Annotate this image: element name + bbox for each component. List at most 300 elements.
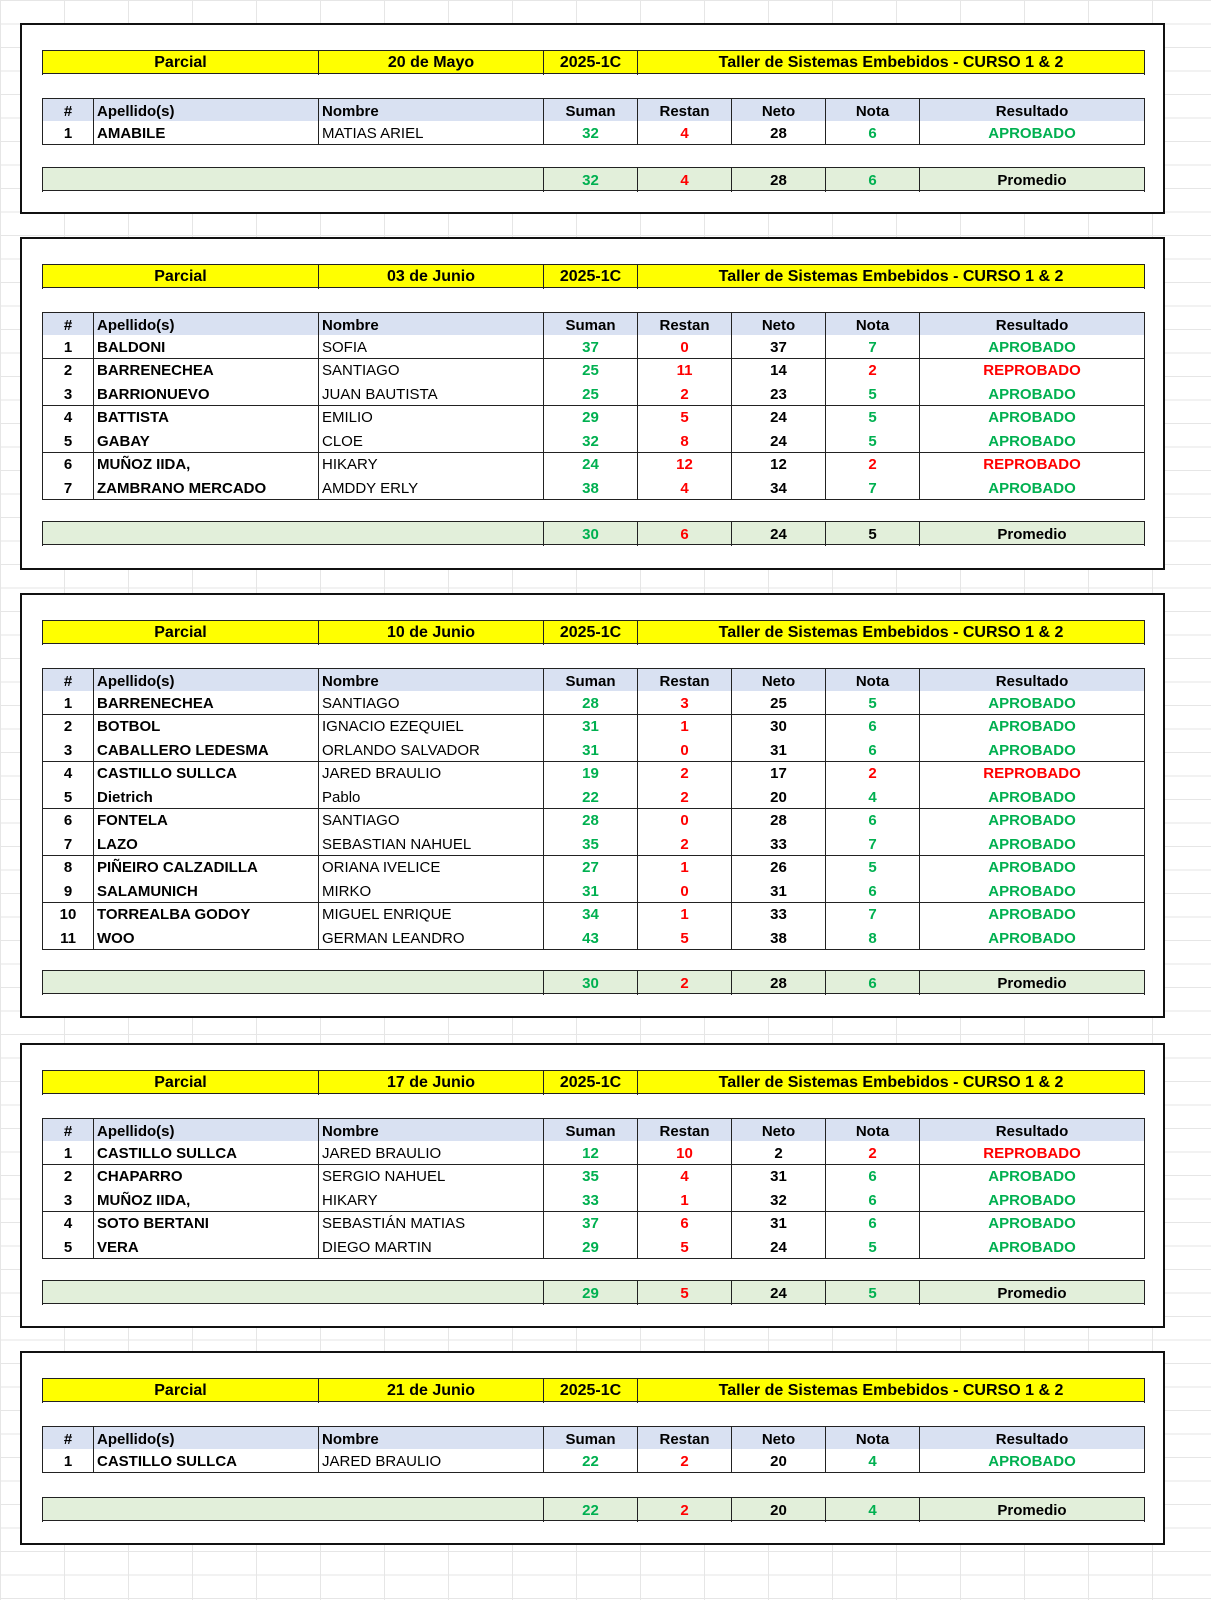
exam-type-label: Parcial [42,265,319,289]
student-nombre: SEBASTIÁN MATIAS [319,1212,544,1236]
restan-value: 1 [638,856,732,880]
table-row [42,335,1145,359]
suman-value: 22 [544,1449,638,1473]
table-row [42,879,1145,903]
resultado-value: APROBADO [920,738,1145,762]
exam-date: 03 de Junio [319,265,544,289]
column-header-restan: Restan [638,99,732,123]
row-number: 5 [42,1235,94,1259]
student-apellido: GABAY [94,429,319,453]
student-apellido: AMABILE [94,121,319,145]
column-header-apellido: Apellido(s) [94,1119,319,1143]
table-row [42,832,1145,856]
column-header-nota: Nota [826,1119,920,1143]
row-number: 6 [42,453,94,477]
student-nombre: DIEGO MARTIN [319,1235,544,1259]
student-nombre: SEBASTIAN NAHUEL [319,832,544,856]
resultado-value: REPROBADO [920,359,1145,383]
average-blank-cell [42,1281,544,1305]
restan-value: 1 [638,715,732,739]
student-nombre: JARED BRAULIO [319,1449,544,1473]
average-suman: 30 [544,522,638,546]
restan-value: 1 [638,1188,732,1212]
column-header-restan: Restan [638,1119,732,1143]
resultado-value: APROBADO [920,691,1145,715]
student-apellido: BATTISTA [94,406,319,430]
restan-value: 8 [638,429,732,453]
column-header-nombre: Nombre [319,99,544,123]
student-nombre: SERGIO NAHUEL [319,1165,544,1189]
student-apellido: MUÑOZ IIDA, [94,1188,319,1212]
suman-value: 35 [544,1165,638,1189]
nota-value: 4 [826,1449,920,1473]
restan-value: 3 [638,691,732,715]
average-nota: 6 [826,971,920,995]
exam-date: 20 de Mayo [319,51,544,75]
student-apellido: WOO [94,926,319,950]
column-header-nombre: Nombre [319,669,544,693]
neto-value: 24 [732,429,826,453]
column-header-resultado: Resultado [920,99,1145,123]
table-row [42,809,1145,833]
neto-value: 17 [732,762,826,786]
restan-value: 12 [638,453,732,477]
neto-value: 31 [732,738,826,762]
neto-value: 20 [732,1449,826,1473]
exam-type-label: Parcial [42,1379,319,1403]
nota-value: 6 [826,1165,920,1189]
nota-value: 6 [826,715,920,739]
student-apellido: ZAMBRANO MERCADO [94,476,319,500]
student-apellido: TORREALBA GODOY [94,903,319,927]
average-suman: 30 [544,971,638,995]
column-header-neto: Neto [732,99,826,123]
row-number: 9 [42,879,94,903]
row-number: 1 [42,1141,94,1165]
exam-type-label: Parcial [42,621,319,645]
row-number: 11 [42,926,94,950]
student-apellido: FONTELA [94,809,319,833]
student-nombre: HIKARY [319,453,544,477]
column-header-num: # [42,669,94,693]
row-number: 7 [42,476,94,500]
table-row [42,785,1145,809]
restan-value: 11 [638,359,732,383]
table-header-row [42,98,1145,122]
column-header-neto: Neto [732,313,826,337]
nota-value: 7 [826,335,920,359]
column-header-apellido: Apellido(s) [94,1427,319,1451]
student-nombre: AMDDY ERLY [319,476,544,500]
column-header-suman: Suman [544,1119,638,1143]
average-label: Promedio [920,971,1145,995]
table-row [42,691,1145,715]
suman-value: 19 [544,762,638,786]
row-number: 4 [42,762,94,786]
student-apellido: CASTILLO SULLCA [94,1141,319,1165]
average-blank-cell [42,522,544,546]
table-row [42,1188,1145,1212]
row-number: 1 [42,335,94,359]
row-number: 8 [42,856,94,880]
nota-value: 4 [826,785,920,809]
student-nombre: MATIAS ARIEL [319,121,544,145]
row-number: 3 [42,382,94,406]
student-nombre: JUAN BAUTISTA [319,382,544,406]
average-restan: 5 [638,1281,732,1305]
exam-type-label: Parcial [42,51,319,75]
column-header-resultado: Resultado [920,1427,1145,1451]
student-nombre: EMILIO [319,406,544,430]
table-header-row [42,1118,1145,1142]
exam-block [20,593,1165,1018]
restan-value: 5 [638,406,732,430]
term-label: 2025-1C [544,621,638,645]
restan-value: 0 [638,738,732,762]
neto-value: 38 [732,926,826,950]
suman-value: 31 [544,738,638,762]
column-header-num: # [42,313,94,337]
nota-value: 6 [826,121,920,145]
row-number: 1 [42,121,94,145]
nota-value: 5 [826,406,920,430]
column-header-neto: Neto [732,1119,826,1143]
student-apellido: LAZO [94,832,319,856]
suman-value: 29 [544,406,638,430]
column-header-restan: Restan [638,313,732,337]
student-apellido: PIÑEIRO CALZADILLA [94,856,319,880]
suman-value: 43 [544,926,638,950]
table-row [42,738,1145,762]
nota-value: 6 [826,1188,920,1212]
student-nombre: SANTIAGO [319,359,544,383]
suman-value: 31 [544,715,638,739]
row-number: 3 [42,738,94,762]
term-label: 2025-1C [544,1071,638,1095]
row-number: 5 [42,785,94,809]
row-number: 10 [42,903,94,927]
resultado-value: APROBADO [920,809,1145,833]
average-row [42,521,1145,545]
table-row [42,1141,1145,1165]
resultado-value: APROBADO [920,335,1145,359]
table-row [42,762,1145,786]
restan-value: 2 [638,382,732,406]
table-row [42,1235,1145,1259]
row-number: 3 [42,1188,94,1212]
average-restan: 6 [638,522,732,546]
suman-value: 35 [544,832,638,856]
student-apellido: CABALLERO LEDESMA [94,738,319,762]
table-row [42,382,1145,406]
suman-value: 38 [544,476,638,500]
average-row [42,970,1145,994]
resultado-value: REPROBADO [920,1141,1145,1165]
column-header-suman: Suman [544,1427,638,1451]
exam-type-label: Parcial [42,1071,319,1095]
suman-value: 34 [544,903,638,927]
student-apellido: MUÑOZ IIDA, [94,453,319,477]
exam-date: 21 de Junio [319,1379,544,1403]
average-restan: 4 [638,168,732,192]
column-header-nota: Nota [826,1427,920,1451]
course-title: Taller de Sistemas Embebidos - CURSO 1 & 2 [638,265,1145,289]
neto-value: 28 [732,809,826,833]
average-restan: 2 [638,971,732,995]
suman-value: 25 [544,359,638,383]
neto-value: 31 [732,879,826,903]
nota-value: 7 [826,476,920,500]
row-number: 1 [42,1449,94,1473]
average-row [42,167,1145,191]
restan-value: 0 [638,335,732,359]
table-row [42,453,1145,477]
resultado-value: APROBADO [920,785,1145,809]
student-nombre: Pablo [319,785,544,809]
neto-value: 31 [732,1212,826,1236]
neto-value: 26 [732,856,826,880]
student-nombre: MIGUEL ENRIQUE [319,903,544,927]
student-nombre: GERMAN LEANDRO [319,926,544,950]
suman-value: 32 [544,121,638,145]
term-label: 2025-1C [544,265,638,289]
column-header-resultado: Resultado [920,313,1145,337]
suman-value: 24 [544,453,638,477]
resultado-value: APROBADO [920,926,1145,950]
suman-value: 37 [544,335,638,359]
exam-block [20,237,1165,570]
column-header-nota: Nota [826,313,920,337]
student-nombre: JARED BRAULIO [319,1141,544,1165]
student-nombre: JARED BRAULIO [319,762,544,786]
exam-block [20,1043,1165,1328]
restan-value: 0 [638,809,732,833]
column-header-resultado: Resultado [920,1119,1145,1143]
table-header-row [42,312,1145,336]
column-header-nombre: Nombre [319,313,544,337]
neto-value: 34 [732,476,826,500]
nota-value: 8 [826,926,920,950]
row-number: 5 [42,429,94,453]
exam-date: 10 de Junio [319,621,544,645]
table-row [42,121,1145,145]
nota-value: 5 [826,856,920,880]
restan-value: 4 [638,476,732,500]
suman-value: 31 [544,879,638,903]
resultado-value: APROBADO [920,1212,1145,1236]
column-header-restan: Restan [638,1427,732,1451]
average-row [42,1280,1145,1304]
resultado-value: APROBADO [920,879,1145,903]
nota-value: 6 [826,1212,920,1236]
nota-value: 5 [826,382,920,406]
restan-value: 2 [638,832,732,856]
student-apellido: CASTILLO SULLCA [94,1449,319,1473]
exam-title-row [42,50,1145,74]
neto-value: 32 [732,1188,826,1212]
neto-value: 14 [732,359,826,383]
table-row [42,406,1145,430]
table-row [42,926,1145,950]
table-header-row [42,1426,1145,1450]
resultado-value: APROBADO [920,1188,1145,1212]
course-title: Taller de Sistemas Embebidos - CURSO 1 & 2 [638,1071,1145,1095]
column-header-resultado: Resultado [920,669,1145,693]
average-label: Promedio [920,522,1145,546]
row-number: 2 [42,359,94,383]
student-nombre: ORIANA IVELICE [319,856,544,880]
suman-value: 33 [544,1188,638,1212]
student-nombre: CLOE [319,429,544,453]
course-title: Taller de Sistemas Embebidos - CURSO 1 & 2 [638,621,1145,645]
average-row [42,1497,1145,1521]
suman-value: 25 [544,382,638,406]
student-nombre: MIRKO [319,879,544,903]
average-nota: 4 [826,1498,920,1522]
neto-value: 23 [732,382,826,406]
restan-value: 5 [638,926,732,950]
resultado-value: APROBADO [920,476,1145,500]
exam-block [20,23,1165,214]
student-apellido: BARRENECHEA [94,691,319,715]
exam-title-row [42,620,1145,644]
column-header-nombre: Nombre [319,1427,544,1451]
average-suman: 32 [544,168,638,192]
column-header-suman: Suman [544,99,638,123]
restan-value: 5 [638,1235,732,1259]
neto-value: 24 [732,406,826,430]
student-apellido: Dietrich [94,785,319,809]
resultado-value: APROBADO [920,1449,1145,1473]
student-nombre: ORLANDO SALVADOR [319,738,544,762]
column-header-nota: Nota [826,99,920,123]
exam-block [20,1351,1165,1545]
resultado-value: APROBADO [920,903,1145,927]
restan-value: 0 [638,879,732,903]
resultado-value: APROBADO [920,1165,1145,1189]
suman-value: 12 [544,1141,638,1165]
column-header-apellido: Apellido(s) [94,99,319,123]
row-number: 1 [42,691,94,715]
nota-value: 5 [826,691,920,715]
student-apellido: BALDONI [94,335,319,359]
column-header-apellido: Apellido(s) [94,313,319,337]
row-number: 2 [42,715,94,739]
table-row [42,1165,1145,1189]
average-restan: 2 [638,1498,732,1522]
neto-value: 20 [732,785,826,809]
average-suman: 29 [544,1281,638,1305]
nota-value: 5 [826,429,920,453]
nota-value: 2 [826,453,920,477]
nota-value: 6 [826,809,920,833]
resultado-value: APROBADO [920,382,1145,406]
suman-value: 28 [544,809,638,833]
resultado-value: REPROBADO [920,762,1145,786]
column-header-neto: Neto [732,1427,826,1451]
nota-value: 2 [826,1141,920,1165]
table-header-row [42,668,1145,692]
suman-value: 32 [544,429,638,453]
nota-value: 2 [826,359,920,383]
average-blank-cell [42,1498,544,1522]
neto-value: 25 [732,691,826,715]
restan-value: 2 [638,762,732,786]
table-row [42,359,1145,383]
restan-value: 4 [638,121,732,145]
average-nota: 6 [826,168,920,192]
row-number: 2 [42,1165,94,1189]
resultado-value: APROBADO [920,1235,1145,1259]
row-number: 4 [42,406,94,430]
average-nota: 5 [826,1281,920,1305]
column-header-apellido: Apellido(s) [94,669,319,693]
column-header-restan: Restan [638,669,732,693]
average-neto: 20 [732,1498,826,1522]
average-nota: 5 [826,522,920,546]
average-label: Promedio [920,1498,1145,1522]
student-nombre: SANTIAGO [319,691,544,715]
resultado-value: APROBADO [920,715,1145,739]
restan-value: 10 [638,1141,732,1165]
suman-value: 27 [544,856,638,880]
term-label: 2025-1C [544,51,638,75]
restan-value: 2 [638,785,732,809]
table-row [42,1449,1145,1473]
column-header-suman: Suman [544,313,638,337]
row-number: 4 [42,1212,94,1236]
column-header-neto: Neto [732,669,826,693]
resultado-value: APROBADO [920,832,1145,856]
exam-title-row [42,1378,1145,1402]
column-header-nombre: Nombre [319,1119,544,1143]
suman-value: 37 [544,1212,638,1236]
restan-value: 6 [638,1212,732,1236]
average-neto: 24 [732,1281,826,1305]
exam-title-row [42,1070,1145,1094]
table-row [42,429,1145,453]
neto-value: 37 [732,335,826,359]
table-row [42,1212,1145,1236]
average-blank-cell [42,971,544,995]
average-neto: 28 [732,168,826,192]
student-apellido: SALAMUNICH [94,879,319,903]
table-row [42,476,1145,500]
row-number: 7 [42,832,94,856]
student-nombre: HIKARY [319,1188,544,1212]
nota-value: 2 [826,762,920,786]
nota-value: 7 [826,832,920,856]
table-row [42,715,1145,739]
neto-value: 31 [732,1165,826,1189]
table-row [42,856,1145,880]
student-apellido: SOTO BERTANI [94,1212,319,1236]
neto-value: 2 [732,1141,826,1165]
resultado-value: APROBADO [920,406,1145,430]
restan-value: 2 [638,1449,732,1473]
resultado-value: APROBADO [920,121,1145,145]
average-neto: 24 [732,522,826,546]
resultado-value: APROBADO [920,429,1145,453]
student-apellido: CASTILLO SULLCA [94,762,319,786]
suman-value: 29 [544,1235,638,1259]
neto-value: 30 [732,715,826,739]
neto-value: 24 [732,1235,826,1259]
nota-value: 5 [826,1235,920,1259]
student-apellido: VERA [94,1235,319,1259]
nota-value: 7 [826,903,920,927]
row-number: 6 [42,809,94,833]
